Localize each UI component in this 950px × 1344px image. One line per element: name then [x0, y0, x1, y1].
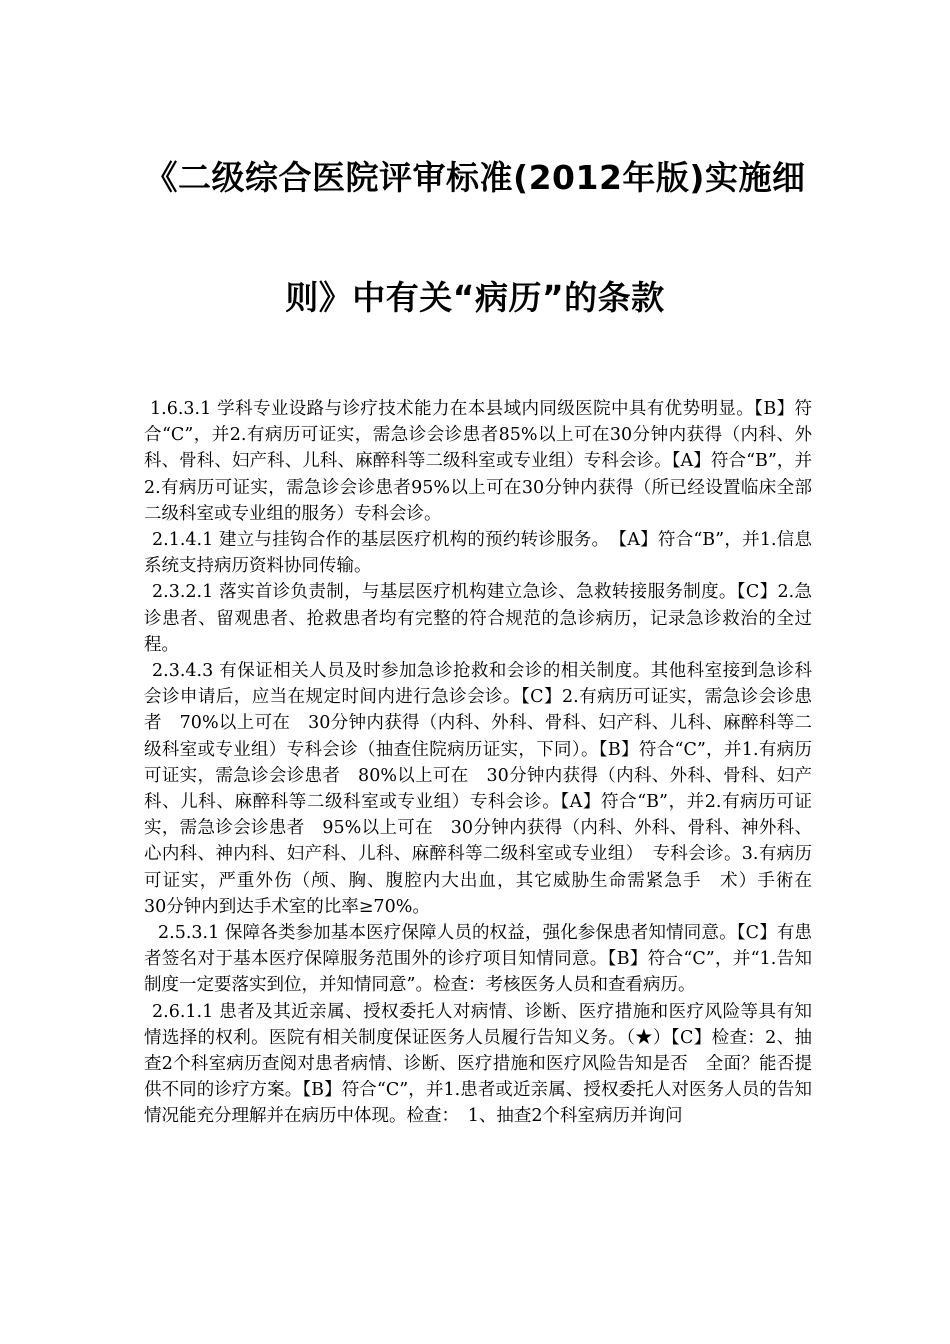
paragraph-2-6-1-1: 2.6.1.1 患者及其近亲属、授权委托人对病情、诊断、医疗措施和医疗风险等具有知情选择的权利。医院有相关制度保证医务人员履行告知义务。（★）【C】检查：2、抽查2个科室病历查阅对患者病情、诊断、医疗措施和医疗风险告知是否 全面？能否提供不同的诊疗方案。【B】符合“C”，并1.患者或近亲属、授权委托人对医务人员的告知情况能充分理解并在病历中体现。检查： 1、抽查2个科室病历并询问 — [144, 1001, 812, 1127]
document-title-line-1: 《二级综合医院评审标准(2012年版)实施细 — [144, 158, 806, 197]
paragraph-2-3-4-3: 2.3.4.3 有保证相关人员及时参加急诊抢救和会诊的相关制度。其他科室接到急诊科会诊申请后，应当在规定时间内进行急诊会诊。【C】2.有病历可证实，需急诊会诊患者 70%以上可在 30分钟内获得（内科、外科、骨科、妇产科、儿科、麻醉科等二级科室或专业组）专科会诊（抽查住院病历证实，下同）。【B】符合“C”，并1.有病历可证实，需急诊会诊患者 80%以上可在 30分钟内获得（内科、外科、骨科、妇产科、儿科、麻醉科等二级科室或专业组）专科会诊。【A】符合“B”，并2.有病历可证实，需急诊会诊患者 95%以上可在 30分钟内获得（内科、外科、骨科、神外科、心内科、神内科、妇产科、儿科、麻醉科等二级科室或专业组） 专科会诊。3.有病历可证实，严重外伤（颅、胸、腹腔内大出血，其它威胁生命需紧急手 术）手術在 30分钟内到达手术室的比率≥70%。 — [144, 661, 830, 917]
paragraph-2-1-4-1: 2.1.4.1 建立与挂钩合作的基层医疗机构的预约转诊服务。 【A】符合“B”，并1.信息系统支持病历资料协同传输。 — [144, 530, 812, 577]
paragraph-1-6-3-1: 1.6.3.1 学科专业设路与诊疗技术能力在本县域内同级医院中具有优势明显。【B】符合“C”，并2.有病历可证实，需急诊会诊患者85%以上可在30分钟内获得（内科、外科、骨科、妇产科、儿科、麻醉科等二级科室或专业组）专科会诊。【A】符合“B”，并2.有病历可证实，需急诊会诊患者95%以上可在30分钟内获得（所已经设置临床全部二级科室或专业组的服务）专科会诊。 — [144, 399, 812, 524]
document-body — [144, 396, 830, 1130]
paragraph-2-3-2-1: 2.3.2.1 落实首诊负责制，与基层医疗机构建立急诊、急救转接服务制度。【C】2.急诊患者、留观患者、抢救患者均有完整的符合规范的急诊病历，记录急诊救治的全过程。 — [144, 582, 812, 655]
paragraph-2-5-3-1: 2.5.3.1 保障各类参加基本医疗保障人员的权益，强化参保患者知情同意。【C】有患者签名对于基本医疗保障服务范围外的诊疗项目知情同意。【B】符合“C”，并“1.告知制度一定要落实到位，并知情同意”。检查：考核医务人员和查看病历。 — [144, 923, 812, 996]
document-title-line-2: 则》中有关“病历”的条款 — [285, 278, 665, 317]
